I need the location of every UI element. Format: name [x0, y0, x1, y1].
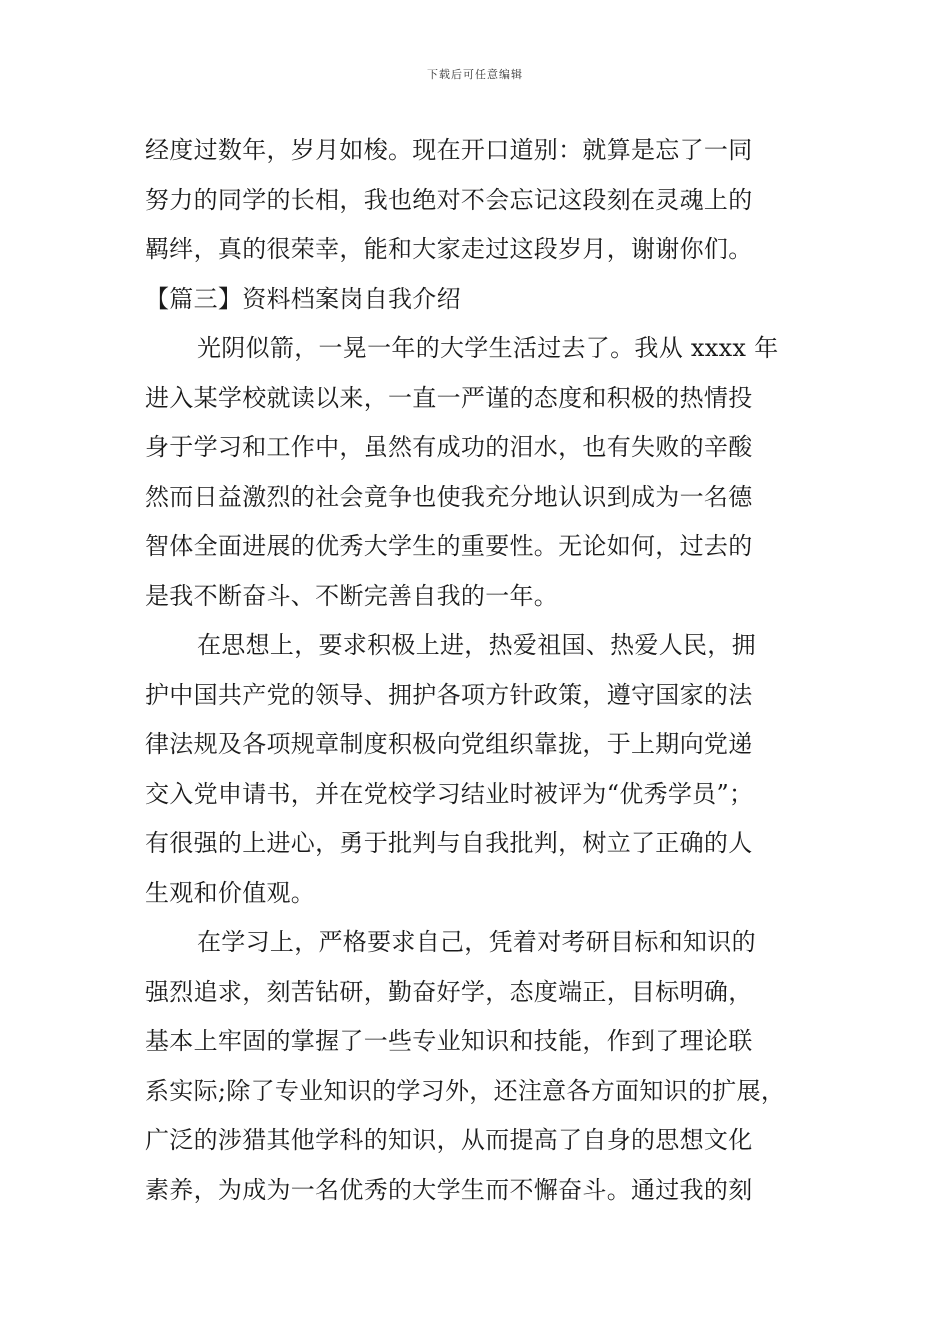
text-line: 然而日益激烈的社会竟争也使我充分地认识到成为一名德 — [145, 482, 753, 511]
text-line: 是我不断奋斗、不断完善自我的一年。 — [145, 581, 559, 610]
text-line: 素养，为成为一名优秀的大学生而不懈奋斗。通过我的刻 — [145, 1175, 753, 1204]
document-body — [145, 126, 835, 1215]
text-line: 律法规及各项规章制度积极向党组织靠拢，于上期向党递 — [145, 730, 753, 758]
text-line: 经度过数年，岁月如梭。现在开口道别：就算是忘了一同 — [145, 136, 753, 164]
text-line: 智体全面进展的优秀大学生的重要性。无论如何，过去的 — [145, 532, 753, 560]
text-line: 系实际;除了专业知识的学习外，还注意各方面知识的扩展， — [145, 1076, 786, 1105]
text-line: 生观和价值观。 — [145, 878, 316, 907]
text-line: 羁绊，真的很荣幸，能和大家走过这段岁月，谢谢你们。 — [145, 235, 753, 263]
text-line: 努力的同学的长相，我也绝对不会忘记这段刻在灵魂上的 — [145, 185, 753, 214]
paragraph-first-line: 在思想上，要求积极上进，热爱祖国、热爱人民，拥 — [197, 631, 756, 659]
text-line: 进入某学校就读以来，一直一严谨的态度和积极的热情投 — [145, 383, 753, 412]
page-header: 下载后可任意编辑 — [427, 68, 523, 81]
paragraph-first-line: 光阴似箭，一晃一年的大学生活过去了。我从 xxxx 年 — [197, 334, 779, 362]
text-line: 强烈追求，刻苦钻研，勤奋好学，态度端正，目标明确， — [145, 977, 753, 1006]
text-line: 有很强的上进心，勇于批判与自我批判，树立了正确的人 — [145, 829, 753, 857]
section-heading: 【篇三】资料档案岗自我介绍 — [145, 284, 461, 313]
paragraph-first-line: 在学习上，严格要求自己，凭着对考研目标和知识的 — [197, 928, 756, 956]
text-line: 护中国共产党的领导、拥护各项方针政策，遵守国家的法 — [145, 680, 753, 709]
text-line: 基本上牢固的掌握了一些专业知识和技能，作到了理论联 — [145, 1027, 753, 1055]
text-line: 身于学习和工作中，虽然有成功的泪水，也有失败的辛酸 — [145, 433, 753, 461]
text-line: 交入党申请书，并在党校学习结业时被评为“优秀学员”； — [145, 779, 754, 808]
text-line: 广泛的涉猎其他学科的知识，从而提高了自身的思想文化 — [145, 1126, 753, 1154]
